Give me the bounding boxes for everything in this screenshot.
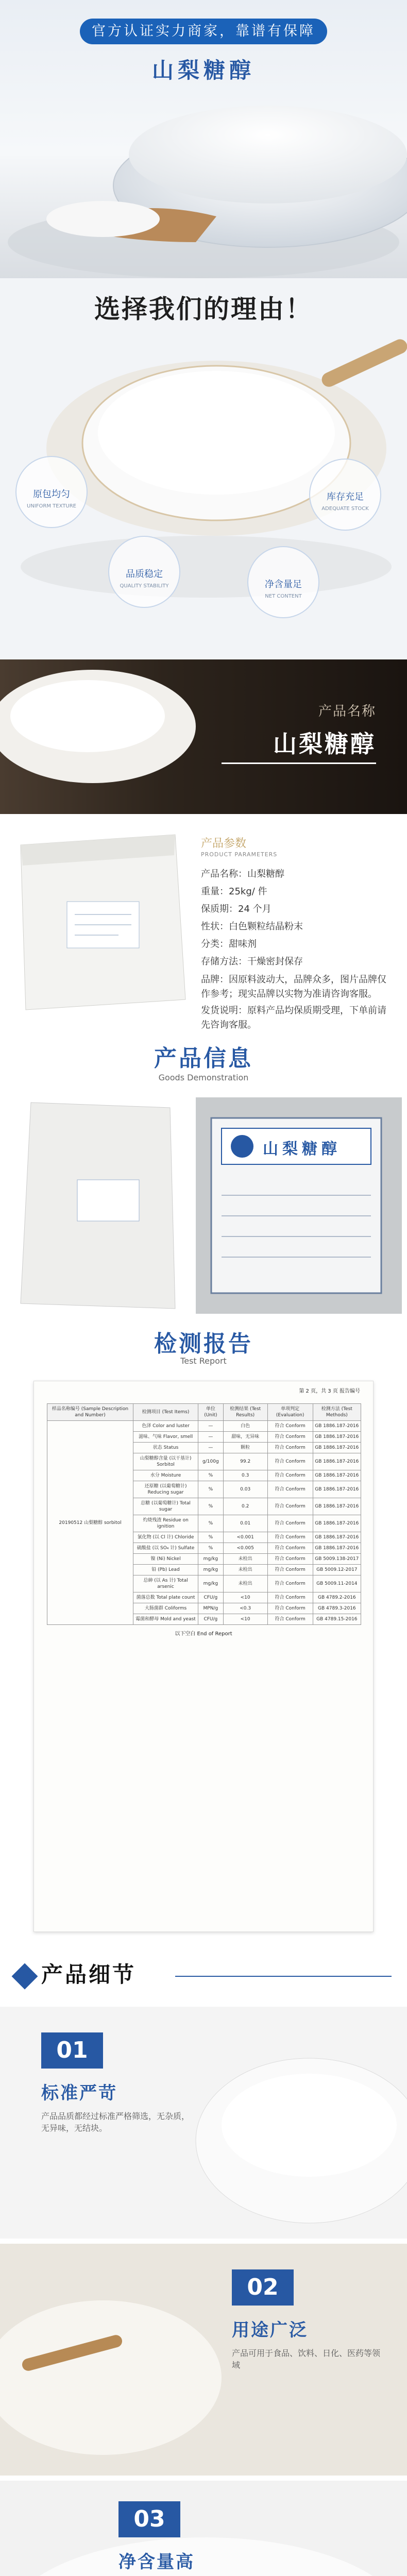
detail-desc: 产品可用于食品、饮料、日化、医药等领域	[232, 2348, 381, 2370]
feature-label-cn: 原包均匀	[33, 489, 70, 500]
feature-label-cn: 品质稳定	[126, 569, 163, 580]
feature-label-en: ADEQUATE STOCK	[321, 506, 369, 512]
report-cell: GB 4789.15-2016	[313, 1614, 361, 1625]
detail-row-2	[0, 2244, 407, 2476]
report-cell: 水分 Moisture	[133, 1470, 198, 1481]
report-subtitle: Test Report	[180, 1356, 227, 1366]
parameters-section	[0, 814, 407, 1030]
report-cell: GB 1886.187-2016	[313, 1453, 361, 1470]
report-header: 样品名称编号 (Sample Description and Number)	[47, 1404, 133, 1421]
bag-label-text: 山梨糖醇	[263, 1140, 341, 1158]
info-title: 产品信息	[154, 1045, 253, 1072]
detail-number: 03	[118, 2501, 180, 2537]
report-cell: 未检出	[223, 1554, 267, 1565]
report-cell: 镍 (Ni) Nickel	[133, 1554, 198, 1565]
report-header: 单位 (Unit)	[198, 1404, 224, 1421]
product-name-label: 产品名称	[318, 704, 376, 719]
report-cell: 符合 Conform	[267, 1421, 313, 1432]
feature-label-cn: 库存充足	[327, 492, 364, 502]
detail-number: 01	[41, 2032, 103, 2069]
detail-photo	[0, 2481, 407, 2576]
report-cell: %	[198, 1481, 224, 1498]
report-sample: 20190512 山梨糖醇 sorbitol	[47, 1421, 133, 1625]
param-row: 品牌：因原料波动大，品牌众多，图片品牌仅作参考；现实品牌以实物为准请咨询客服。	[201, 974, 386, 999]
report-cell: 甜味，无异味	[223, 1432, 267, 1443]
report-cell: <0.001	[223, 1532, 267, 1543]
product-info-section	[0, 1030, 407, 1319]
report-cell: CFU/g	[198, 1592, 224, 1603]
details-title: 产品细节	[41, 1962, 137, 1987]
info-subtitle: Goods Demonstration	[158, 1073, 249, 1082]
report-cell: 0.3	[223, 1470, 267, 1481]
report-end: 以下空白 End of Report	[175, 1631, 232, 1637]
report-cell: 符合 Conform	[267, 1532, 313, 1543]
report-cell: <10	[223, 1592, 267, 1603]
report-cell: g/100g	[198, 1453, 224, 1470]
report-header: 检测结果 (Test Results)	[223, 1404, 267, 1421]
report-cell: GB 4789.2-2016	[313, 1592, 361, 1603]
details-section	[0, 1947, 407, 2576]
report-cell: GB 1886.187-2016	[313, 1443, 361, 1453]
param-row: 产品名称：山梨糖醇	[201, 869, 284, 879]
report-cell: 滋味、气味 Flavor, smell	[133, 1432, 198, 1443]
report-cell: 白色	[223, 1421, 267, 1432]
feature-net-content	[247, 546, 319, 618]
report-header: 单项判定 (Evaluation)	[267, 1404, 313, 1421]
param-row: 性状：白色颗粒结晶粉末	[201, 921, 303, 932]
report-cell: 符合 Conform	[267, 1453, 313, 1470]
report-cell: <0.3	[223, 1603, 267, 1614]
report-document	[33, 1381, 374, 1932]
report-cell: 0.2	[223, 1498, 267, 1515]
report-header: 检测项目 (Test Items)	[133, 1404, 198, 1421]
report-cell: GB 1886.187-2016	[313, 1432, 361, 1443]
feature-adequate-stock	[309, 459, 381, 531]
param-row: 重量：25kg/ 件	[201, 886, 267, 897]
hero-product-title: 山梨糖醇	[151, 58, 255, 83]
report-row	[47, 1421, 361, 1432]
bag-photos	[0, 1092, 407, 1319]
report-cell: 符合 Conform	[267, 1481, 313, 1498]
report-cell: 符合 Conform	[267, 1554, 313, 1565]
report-cell: GB 1886.187-2016	[313, 1498, 361, 1515]
report-cell: 符合 Conform	[267, 1432, 313, 1443]
feature-label-en: QUALITY STABILITY	[120, 583, 169, 589]
underline-divider	[222, 762, 376, 764]
report-cell: 符合 Conform	[267, 1575, 313, 1592]
parameters-list	[201, 866, 392, 1030]
report-cell: 99.2	[223, 1453, 267, 1470]
detail-number: 02	[232, 2269, 294, 2306]
report-title: 检测报告	[154, 1331, 253, 1357]
hero-section	[0, 0, 407, 278]
report-cell: 大肠菌群 Coliforms	[133, 1603, 198, 1614]
report-cell: %	[198, 1532, 224, 1543]
reasons-section	[0, 278, 407, 659]
detail-title: 净含量高	[118, 2552, 195, 2572]
param-row: 保质期：24 个月	[201, 904, 272, 914]
details-header	[0, 1947, 407, 2005]
parameters-subtitle: PRODUCT PARAMETERS	[201, 851, 278, 858]
param-row: 存储方法：干燥密封保存	[201, 956, 303, 967]
report-cell: MPN/g	[198, 1603, 224, 1614]
report-cell: 菌落总数 Total plate count	[133, 1592, 198, 1603]
report-cell: 总砷 (以 As 计) Total arsenic	[133, 1575, 198, 1592]
report-table-body	[47, 1421, 361, 1625]
report-cell: GB 1886.187-2016	[313, 1421, 361, 1432]
report-cell: —	[198, 1432, 224, 1443]
report-cell: 符合 Conform	[267, 1565, 313, 1575]
report-cell: GB 1886.187-2016	[313, 1470, 361, 1481]
report-cell: 0.03	[223, 1481, 267, 1498]
param-row: 分类：甜味剂	[201, 939, 257, 950]
report-cell: 符合 Conform	[267, 1614, 313, 1625]
report-cell: GB 5009.11-2014	[313, 1575, 361, 1592]
product-name-value: 山梨糖醇	[273, 730, 376, 758]
report-cell: 霉菌和酵母 Mold and yeast	[133, 1614, 198, 1625]
report-cell: 符合 Conform	[267, 1515, 313, 1532]
report-cell: mg/kg	[198, 1565, 224, 1575]
product-bag-image	[10, 824, 196, 1020]
report-cell: 符合 Conform	[267, 1603, 313, 1614]
report-header: 检测方法 (Test Methods)	[313, 1404, 361, 1421]
report-cell: 未检出	[223, 1575, 267, 1592]
report-cell: GB 1886.187-2016	[313, 1532, 361, 1543]
report-cell: 符合 Conform	[267, 1498, 313, 1515]
report-cell: %	[198, 1498, 224, 1515]
report-cell: —	[198, 1421, 224, 1432]
report-cell: mg/kg	[198, 1575, 224, 1592]
report-cell: —	[198, 1443, 224, 1453]
certified-merchant-banner: 官方认证实力商家，靠谱有保障	[80, 19, 327, 44]
report-cell: GB 1886.187-2016	[313, 1515, 361, 1532]
report-cell: %	[198, 1470, 224, 1481]
feature-label-en: NET CONTENT	[265, 594, 302, 599]
report-cell: 符合 Conform	[267, 1592, 313, 1603]
report-cell: 色泽 Color and luster	[133, 1421, 198, 1432]
report-cell: GB 5009.138-2017	[313, 1554, 361, 1565]
report-cell: 符合 Conform	[267, 1470, 313, 1481]
report-cell: %	[198, 1543, 224, 1554]
report-cell: 铅 (Pb) Lead	[133, 1565, 198, 1575]
report-cell: 符合 Conform	[267, 1543, 313, 1554]
test-report-section	[0, 1319, 407, 1947]
param-row: 发货说明：原料产品均保质期受理，下单前请先咨询客服。	[201, 1005, 386, 1030]
report-cell: 氯化物 (以 Cl 计) Chloride	[133, 1532, 198, 1543]
parameters-title: 产品参数	[201, 837, 247, 850]
report-cell: 还原糖 (以葡萄糖计) Reducing sugar	[133, 1481, 198, 1498]
detail-title: 用途广泛	[232, 2320, 308, 2341]
report-cell: GB 1886.187-2016	[313, 1481, 361, 1498]
feature-label-en: UNIFORM TEXTURE	[27, 503, 76, 509]
report-cell: 状态 Status	[133, 1443, 198, 1453]
report-table	[47, 1403, 361, 1625]
report-cell: 硫酸盐 (以 SO₄ 计) Sulfate	[133, 1543, 198, 1554]
reasons-title: 选择我们的理由！	[94, 294, 313, 324]
product-name-section	[0, 659, 407, 814]
feature-quality-stability	[108, 536, 180, 608]
report-cell: 0.01	[223, 1515, 267, 1532]
report-cell: 灼烧残渣 Residue on ignition	[133, 1515, 198, 1532]
report-cell: GB 4789.3-2016	[313, 1603, 361, 1614]
report-cell: <0.005	[223, 1543, 267, 1554]
report-cell: GB 1886.187-2016	[313, 1543, 361, 1554]
report-cell: GB 5009.12-2017	[313, 1565, 361, 1575]
detail-title: 标准严苛	[41, 2083, 117, 2104]
detail-row-1	[0, 2007, 407, 2239]
report-cell: 总糖 (以葡萄糖计) Total sugar	[133, 1498, 198, 1515]
report-cell: <10	[223, 1614, 267, 1625]
feature-label-cn: 净含量足	[265, 579, 302, 590]
report-cell: 未检出	[223, 1565, 267, 1575]
report-cell: 山梨糖醇含量 (以干基计) Sorbitol	[133, 1453, 198, 1470]
report-meta: 第 2 页，共 3 页 报告编号	[299, 1388, 360, 1394]
detail-row-3	[0, 2481, 407, 2576]
report-cell: mg/kg	[198, 1554, 224, 1565]
report-cell: 符合 Conform	[267, 1443, 313, 1453]
feature-uniform-texture	[15, 456, 88, 528]
report-cell: CFU/g	[198, 1614, 224, 1625]
report-cell: 颗粒	[223, 1443, 267, 1453]
report-cell: %	[198, 1515, 224, 1532]
detail-desc: 产品品质都经过标准严格筛选，无杂质，无异味，无结块。	[41, 2111, 190, 2133]
